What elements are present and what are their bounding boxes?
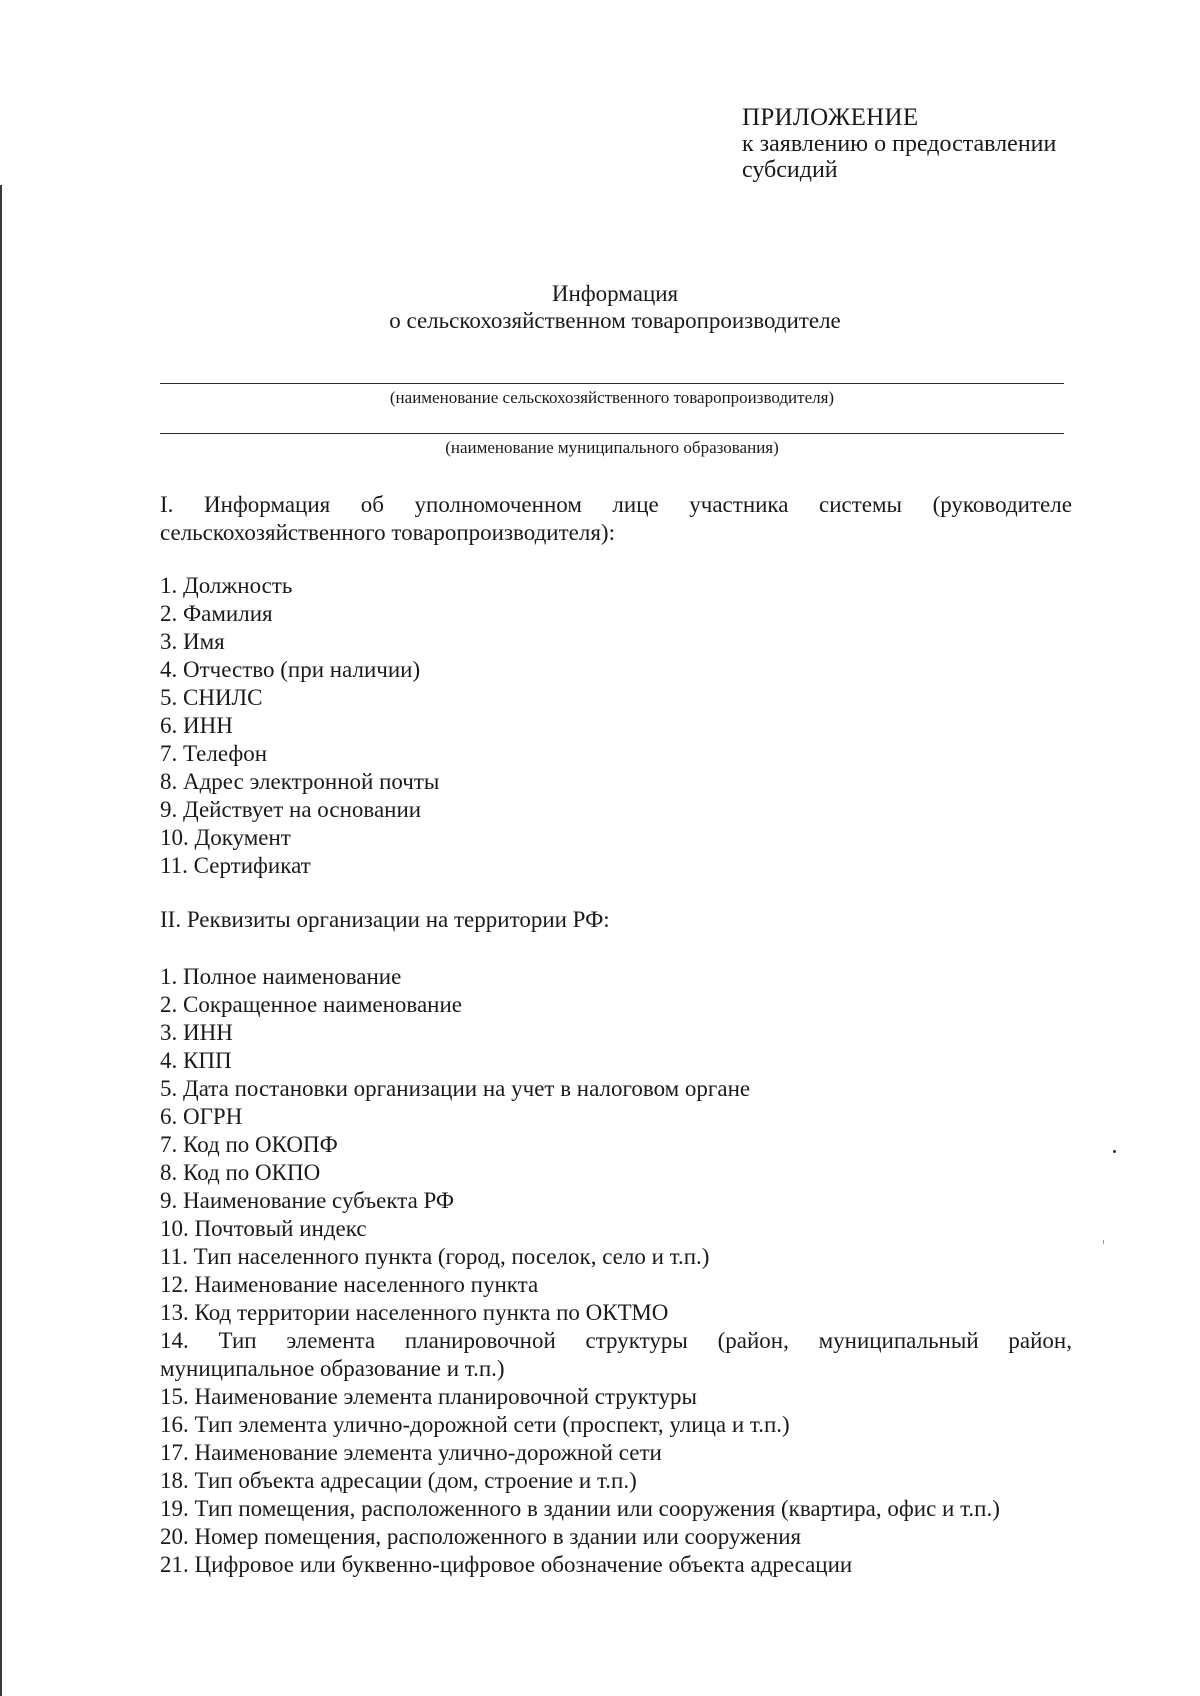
list-item: 16. Тип элемента улично-дорожной сети (проспект, улица и т.п.)	[160, 1412, 790, 1437]
list-item: 7. Код по ОКОПФ	[160, 1132, 338, 1157]
list-item-14-line-2: муниципальное образование и т.п.)	[160, 1356, 505, 1381]
document-subtitle: о сельскохозяйственном товаропроизводителе	[389, 308, 841, 333]
list-item: 20. Номер помещения, расположенного в здании или сооружения	[160, 1524, 802, 1549]
item-word: планировочной	[404, 1328, 556, 1353]
list-item: 6. ИНН	[160, 713, 233, 738]
list-item: 5. Дата постановки организации на учет в налоговом органе	[160, 1076, 751, 1101]
section-1-heading-line-1	[160, 491, 1072, 519]
appendix-line-2: субсидий	[742, 157, 838, 183]
item-word: (район,	[717, 1328, 789, 1353]
section-2-heading: II. Реквизиты организации на территории РФ:	[160, 907, 610, 932]
list-item: 3. Имя	[160, 629, 225, 654]
heading-word: участника	[689, 492, 789, 517]
document-title: Информация	[551, 281, 679, 306]
list-item: 10. Документ	[160, 825, 291, 850]
item-word: муниципальный	[818, 1328, 979, 1353]
list-item: 8. Адрес электронной почты	[160, 769, 440, 794]
list-item-14	[160, 1327, 1072, 1383]
heading-word: об	[360, 492, 384, 517]
list-item: 2. Фамилия	[160, 601, 273, 626]
appendix-block	[742, 105, 1056, 183]
list-item: 4. Отчество (при наличии)	[160, 657, 421, 682]
appendix-heading: ПРИЛОЖЕНИЕ	[742, 104, 919, 131]
list-item: 10. Почтовый индекс	[160, 1216, 367, 1241]
list-item: 2. Сокращенное наименование	[160, 992, 462, 1017]
producer-name-caption: (наименование сельскохозяйственного товаропроизводителя)	[389, 388, 835, 407]
list-item: 21. Цифровое или буквенно-цифровое обозначение объекта адресации	[160, 1552, 853, 1577]
municipality-caption: (наименование муниципального образования)	[445, 438, 779, 457]
section-1-list	[160, 572, 1072, 880]
list-item: 17. Наименование элемента улично-дорожной сети	[160, 1440, 662, 1465]
scan-speck-faint	[1103, 1240, 1104, 1244]
list-item: 9. Наименование субъекта РФ	[160, 1188, 455, 1213]
scan-speck	[1113, 1150, 1116, 1153]
item-word: район,	[1008, 1328, 1072, 1353]
heading-word: лице	[612, 492, 659, 517]
item-word: Тип	[218, 1328, 257, 1353]
heading-word: системы	[819, 492, 903, 517]
scan-edge-line	[0, 185, 2, 1696]
list-item: 7. Телефон	[160, 741, 268, 766]
heading-word: Информация	[203, 492, 331, 517]
list-item-14-line-1	[160, 1327, 1072, 1355]
section-1-heading-line-2: сельскохозяйственного товаропроизводителя):	[160, 520, 615, 545]
list-item: 11. Тип населенного пункта (город, поселок, село и т.п.)	[160, 1244, 710, 1269]
heading-word: уполномоченном	[414, 492, 582, 517]
list-item: 3. ИНН	[160, 1020, 233, 1045]
item-word: элемента	[286, 1328, 376, 1353]
item-word: структуры	[585, 1328, 688, 1353]
list-item: 15. Наименование элемента планировочной структуры	[160, 1384, 698, 1409]
list-item: 9. Действует на основании	[160, 797, 422, 822]
list-item: 18. Тип объекта адресации (дом, строение и т.п.)	[160, 1468, 637, 1493]
producer-name-fill-line	[160, 383, 1064, 384]
list-item: 13. Код территории населенного пункта по ОКТМО	[160, 1300, 669, 1325]
section-2-list	[160, 963, 1072, 1579]
list-item: 19. Тип помещения, расположенного в здании или сооружения (квартира, офис и т.п.)	[160, 1496, 1000, 1521]
section-1-heading	[160, 491, 1072, 547]
heading-word: (руководителе	[932, 492, 1072, 517]
list-item: 4. КПП	[160, 1048, 232, 1073]
list-item: 12. Наименование населенного пункта	[160, 1272, 539, 1297]
list-item: 11. Сертификат	[160, 853, 311, 878]
list-item: 6. ОГРН	[160, 1104, 243, 1129]
list-item: 1. Полное наименование	[160, 964, 402, 989]
heading-word: I.	[160, 492, 174, 517]
list-item: 8. Код по ОКПО	[160, 1160, 321, 1185]
municipality-fill-line	[160, 433, 1064, 434]
appendix-line-1: к заявлению о предоставлении	[742, 131, 1057, 157]
list-item: 5. СНИЛС	[160, 685, 263, 710]
list-item: 1. Должность	[160, 573, 293, 598]
item-word: 14.	[160, 1328, 189, 1353]
